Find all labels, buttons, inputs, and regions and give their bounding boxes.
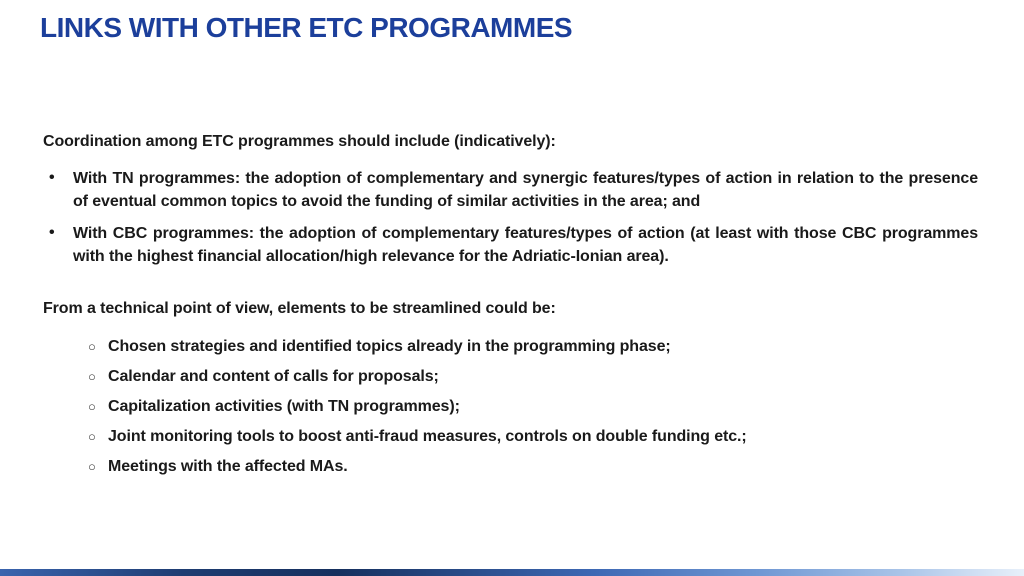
- sub-bullet-text: Chosen strategies and identified topics already in the programming phase;: [108, 338, 671, 355]
- sub-bullet-item: [43, 456, 978, 477]
- slide-body: [43, 131, 978, 486]
- sub-bullet-item: [43, 366, 978, 387]
- circle-bullet-icon: ○: [88, 339, 96, 354]
- bullet-dot-icon: •: [49, 169, 55, 186]
- circle-bullet-icon: ○: [88, 459, 96, 474]
- circle-bullet-icon: ○: [88, 369, 96, 384]
- sub-bullet-item: [43, 396, 978, 417]
- sub-bullet-text: Joint monitoring tools to boost anti-fraud measures, controls on double funding etc.;: [108, 428, 747, 445]
- slide-title: LINKS WITH OTHER ETC PROGRAMMES: [40, 12, 573, 43]
- footer-gradient-bar: [0, 569, 1024, 576]
- sub-bullet-text: Meetings with the affected MAs.: [108, 458, 348, 475]
- sub-bullet-item: [43, 426, 978, 447]
- sub-bullet-item: [43, 336, 978, 357]
- bullet-item: [43, 222, 978, 268]
- bullet-text: With TN programmes: the adoption of complementary and synergic features/types of action in relation to the presence of eventual common topics to avoid the funding of similar activities in the area; and: [73, 170, 978, 210]
- sub-bullet-text: Calendar and content of calls for proposals;: [108, 368, 439, 385]
- circle-bullet-icon: ○: [88, 429, 96, 444]
- circle-bullet-icon: ○: [88, 399, 96, 414]
- bullet-text: With CBC programmes: the adoption of complementary features/types of action (at least with those CBC programmes with the highest financial allocation/high relevance for the Adriatic-Ionian area).: [73, 225, 978, 265]
- subheading-paragraph: From a technical point of view, elements to be streamlined could be:: [43, 300, 556, 317]
- bullet-dot-icon: •: [49, 224, 55, 241]
- sub-bullet-text: Capitalization activities (with TN programmes);: [108, 398, 460, 415]
- intro-paragraph: Coordination among ETC programmes should include (indicatively):: [43, 133, 556, 150]
- bullet-item: [43, 167, 978, 213]
